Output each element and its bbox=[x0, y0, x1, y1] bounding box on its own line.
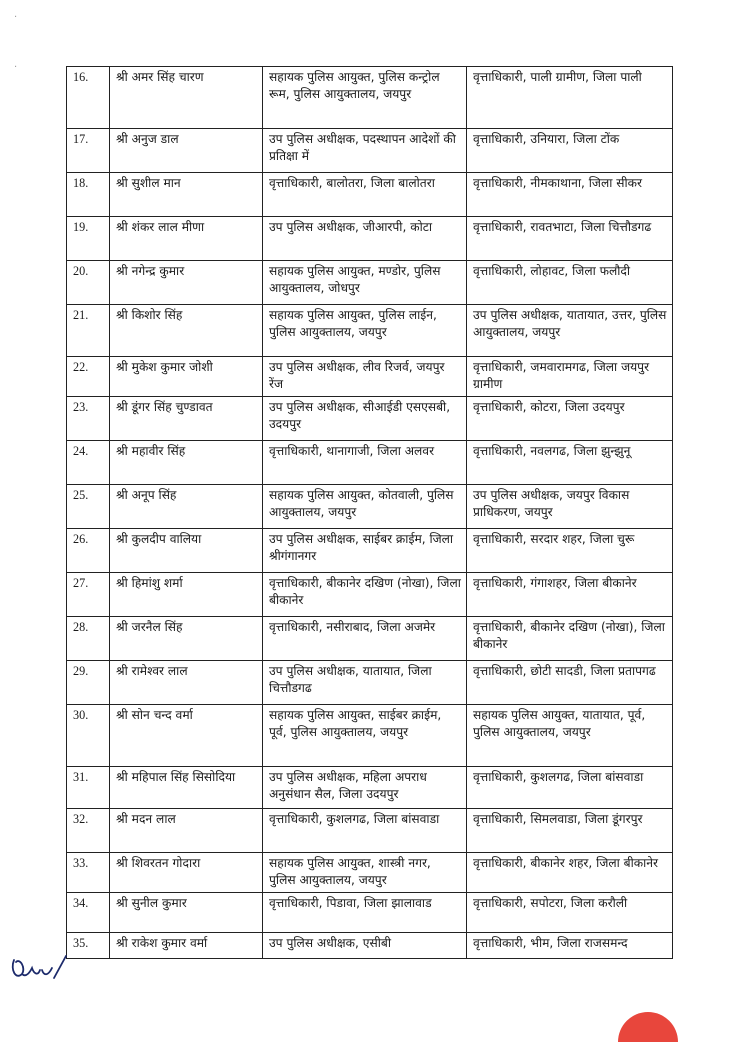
row-number-cell: 16. bbox=[67, 67, 110, 129]
new-posting-cell: उप पुलिस अधीक्षक, यातायात, उत्तर, पुलिस आयुक्तालय, जयपुर bbox=[467, 305, 673, 357]
table-row bbox=[67, 933, 673, 959]
table-row bbox=[67, 529, 673, 573]
current-posting-cell: उप पुलिस अधीक्षक, जीआरपी, कोटा bbox=[263, 217, 467, 261]
current-posting-cell: सहायक पुलिस आयुक्त, शास्त्री नगर, पुलिस आयुक्तालय, जयपुर bbox=[263, 853, 467, 893]
current-posting-cell: सहायक पुलिस आयुक्त, मण्डोर, पुलिस आयुक्तालय, जोधपुर bbox=[263, 261, 467, 305]
row-number-cell: 32. bbox=[67, 809, 110, 853]
new-posting-cell: वृत्ताधिकारी, सिमलवाडा, जिला डूंगरपुर bbox=[467, 809, 673, 853]
new-posting-cell: सहायक पुलिस आयुक्त, यातायात, पूर्व, पुलिस आयुक्तालय, जयपुर bbox=[467, 705, 673, 767]
row-number-cell: 23. bbox=[67, 397, 110, 441]
current-posting-cell: उप पुलिस अधीक्षक, सीआईडी एसएसबी, उदयपुर bbox=[263, 397, 467, 441]
new-posting-cell: उप पुलिस अधीक्षक, जयपुर विकास प्राधिकरण, जयपुर bbox=[467, 485, 673, 529]
new-posting-cell: वृत्ताधिकारी, कुशलगढ, जिला बांसवाडा bbox=[467, 767, 673, 809]
current-posting-cell: वृत्ताधिकारी, बीकानेर दखिण (नोखा), जिला बीकानेर bbox=[263, 573, 467, 617]
new-posting-cell: वृत्ताधिकारी, पाली ग्रामीण, जिला पाली bbox=[467, 67, 673, 129]
current-posting-cell: उप पुलिस अधीक्षक, यातायात, जिला चित्तौडगढ bbox=[263, 661, 467, 705]
officer-name-cell: श्री अनूप सिंह bbox=[110, 485, 263, 529]
current-posting-cell: सहायक पुलिस आयुक्त, पुलिस कन्ट्रोल रूम, पुलिस आयुक्तालय, जयपुर bbox=[263, 67, 467, 129]
new-posting-cell: वृत्ताधिकारी, सपोटरा, जिला करौली bbox=[467, 893, 673, 933]
current-posting-cell: सहायक पुलिस आयुक्त, पुलिस लाईन, पुलिस आयुक्तालय, जयपुर bbox=[263, 305, 467, 357]
current-posting-cell: वृत्ताधिकारी, पिडावा, जिला झालावाड bbox=[263, 893, 467, 933]
new-posting-cell: वृत्ताधिकारी, रावतभाटा, जिला चित्तौडगढ bbox=[467, 217, 673, 261]
new-posting-cell: वृत्ताधिकारी, नीमकाथाना, जिला सीकर bbox=[467, 173, 673, 217]
new-posting-cell: वृत्ताधिकारी, नवलगढ, जिला झुन्झुनू bbox=[467, 441, 673, 485]
officer-name-cell: श्री मदन लाल bbox=[110, 809, 263, 853]
current-posting-cell: उप पुलिस अधीक्षक, एसीबी bbox=[263, 933, 467, 959]
officer-name-cell: श्री डूंगर सिंह चुण्डावत bbox=[110, 397, 263, 441]
officer-name-cell: श्री सुशील मान bbox=[110, 173, 263, 217]
row-number-cell: 21. bbox=[67, 305, 110, 357]
row-number-cell: 27. bbox=[67, 573, 110, 617]
officer-name-cell: श्री शिवरतन गोदारा bbox=[110, 853, 263, 893]
officer-name-cell: श्री सुनील कुमार bbox=[110, 893, 263, 933]
table-row bbox=[67, 217, 673, 261]
officer-name-cell: श्री अनुज डाल bbox=[110, 129, 263, 173]
row-number-cell: 22. bbox=[67, 357, 110, 397]
row-number-cell: 31. bbox=[67, 767, 110, 809]
table-row bbox=[67, 397, 673, 441]
row-number-cell: 28. bbox=[67, 617, 110, 661]
table-row bbox=[67, 485, 673, 529]
officer-name-cell: श्री किशोर सिंह bbox=[110, 305, 263, 357]
table-row bbox=[67, 705, 673, 767]
table-row bbox=[67, 305, 673, 357]
current-posting-cell: उप पुलिस अधीक्षक, पदस्थापन आदेशों की प्रतिक्षा में bbox=[263, 129, 467, 173]
table-row bbox=[67, 661, 673, 705]
row-number-cell: 20. bbox=[67, 261, 110, 305]
officer-name-cell: श्री महिपाल सिंह सिसोदिया bbox=[110, 767, 263, 809]
new-posting-cell: वृत्ताधिकारी, कोटरा, जिला उदयपुर bbox=[467, 397, 673, 441]
table-row bbox=[67, 67, 673, 129]
officer-name-cell: श्री महावीर सिंह bbox=[110, 441, 263, 485]
current-posting-cell: उप पुलिस अधीक्षक, महिला अपराध अनुसंधान सैल, जिला उदयपुर bbox=[263, 767, 467, 809]
row-number-cell: 34. bbox=[67, 893, 110, 933]
new-posting-cell: वृत्ताधिकारी, गंगाशहर, जिला बीकानेर bbox=[467, 573, 673, 617]
table-row bbox=[67, 767, 673, 809]
current-posting-cell: सहायक पुलिस आयुक्त, कोतवाली, पुलिस आयुक्तालय, जयपुर bbox=[263, 485, 467, 529]
new-posting-cell: वृत्ताधिकारी, बीकानेर शहर, जिला बीकानेर bbox=[467, 853, 673, 893]
table-row bbox=[67, 853, 673, 893]
row-number-cell: 35. bbox=[67, 933, 110, 959]
current-posting-cell: उप पुलिस अधीक्षक, साईबर क्राईम, जिला श्रीगंगानगर bbox=[263, 529, 467, 573]
current-posting-cell: वृत्ताधिकारी, बालोतरा, जिला बालोतरा bbox=[263, 173, 467, 217]
table-row bbox=[67, 573, 673, 617]
new-posting-cell: वृत्ताधिकारी, भीम, जिला राजसमन्द bbox=[467, 933, 673, 959]
new-posting-cell: वृत्ताधिकारी, छोटी सादडी, जिला प्रतापगढ bbox=[467, 661, 673, 705]
new-posting-cell: वृत्ताधिकारी, उनियारा, जिला टोंक bbox=[467, 129, 673, 173]
transfer-table-body bbox=[67, 67, 673, 959]
row-number-cell: 17. bbox=[67, 129, 110, 173]
current-posting-cell: सहायक पुलिस आयुक्त, साईबर क्राईम, पूर्व, पुलिस आयुक्तालय, जयपुर bbox=[263, 705, 467, 767]
officer-name-cell: श्री अमर सिंह चारण bbox=[110, 67, 263, 129]
table-row bbox=[67, 129, 673, 173]
officer-name-cell: श्री राकेश कुमार वर्मा bbox=[110, 933, 263, 959]
table-row bbox=[67, 261, 673, 305]
current-posting-cell: वृत्ताधिकारी, कुशलगढ, जिला बांसवाडा bbox=[263, 809, 467, 853]
table-row bbox=[67, 441, 673, 485]
row-number-cell: 33. bbox=[67, 853, 110, 893]
row-number-cell: 25. bbox=[67, 485, 110, 529]
officer-name-cell: श्री मुकेश कुमार जोशी bbox=[110, 357, 263, 397]
signature-image bbox=[8, 950, 72, 988]
row-number-cell: 24. bbox=[67, 441, 110, 485]
officer-name-cell: श्री कुलदीप वालिया bbox=[110, 529, 263, 573]
row-number-cell: 29. bbox=[67, 661, 110, 705]
row-number-cell: 19. bbox=[67, 217, 110, 261]
current-posting-cell: वृत्ताधिकारी, नसीराबाद, जिला अजमेर bbox=[263, 617, 467, 661]
transfer-table bbox=[66, 66, 673, 959]
row-number-cell: 18. bbox=[67, 173, 110, 217]
table-row bbox=[67, 809, 673, 853]
officer-name-cell: श्री हिमांशु शर्मा bbox=[110, 573, 263, 617]
table-row bbox=[67, 357, 673, 397]
officer-name-cell: श्री नगेन्द्र कुमार bbox=[110, 261, 263, 305]
new-posting-cell: वृत्ताधिकारी, सरदार शहर, जिला चुरू bbox=[467, 529, 673, 573]
scan-mark: · bbox=[14, 12, 18, 23]
current-posting-cell: वृत्ताधिकारी, थानागाजी, जिला अलवर bbox=[263, 441, 467, 485]
new-posting-cell: वृत्ताधिकारी, जमवारामगढ, जिला जयपुर ग्रामीण bbox=[467, 357, 673, 397]
table-row bbox=[67, 617, 673, 661]
current-posting-cell: उप पुलिस अधीक्षक, लीव रिजर्व, जयपुर रेंज bbox=[263, 357, 467, 397]
table-row bbox=[67, 893, 673, 933]
table-row bbox=[67, 173, 673, 217]
officer-name-cell: श्री शंकर लाल मीणा bbox=[110, 217, 263, 261]
new-posting-cell: वृत्ताधिकारी, लोहावट, जिला फलौदी bbox=[467, 261, 673, 305]
officer-name-cell: श्री रामेश्वर लाल bbox=[110, 661, 263, 705]
red-seal-image bbox=[618, 1012, 678, 1042]
new-posting-cell: वृत्ताधिकारी, बीकानेर दखिण (नोखा), जिला बीकानेर bbox=[467, 617, 673, 661]
officer-name-cell: श्री जरनैल सिंह bbox=[110, 617, 263, 661]
row-number-cell: 30. bbox=[67, 705, 110, 767]
officer-name-cell: श्री सोन चन्द वर्मा bbox=[110, 705, 263, 767]
row-number-cell: 26. bbox=[67, 529, 110, 573]
scan-mark: · bbox=[14, 62, 18, 73]
